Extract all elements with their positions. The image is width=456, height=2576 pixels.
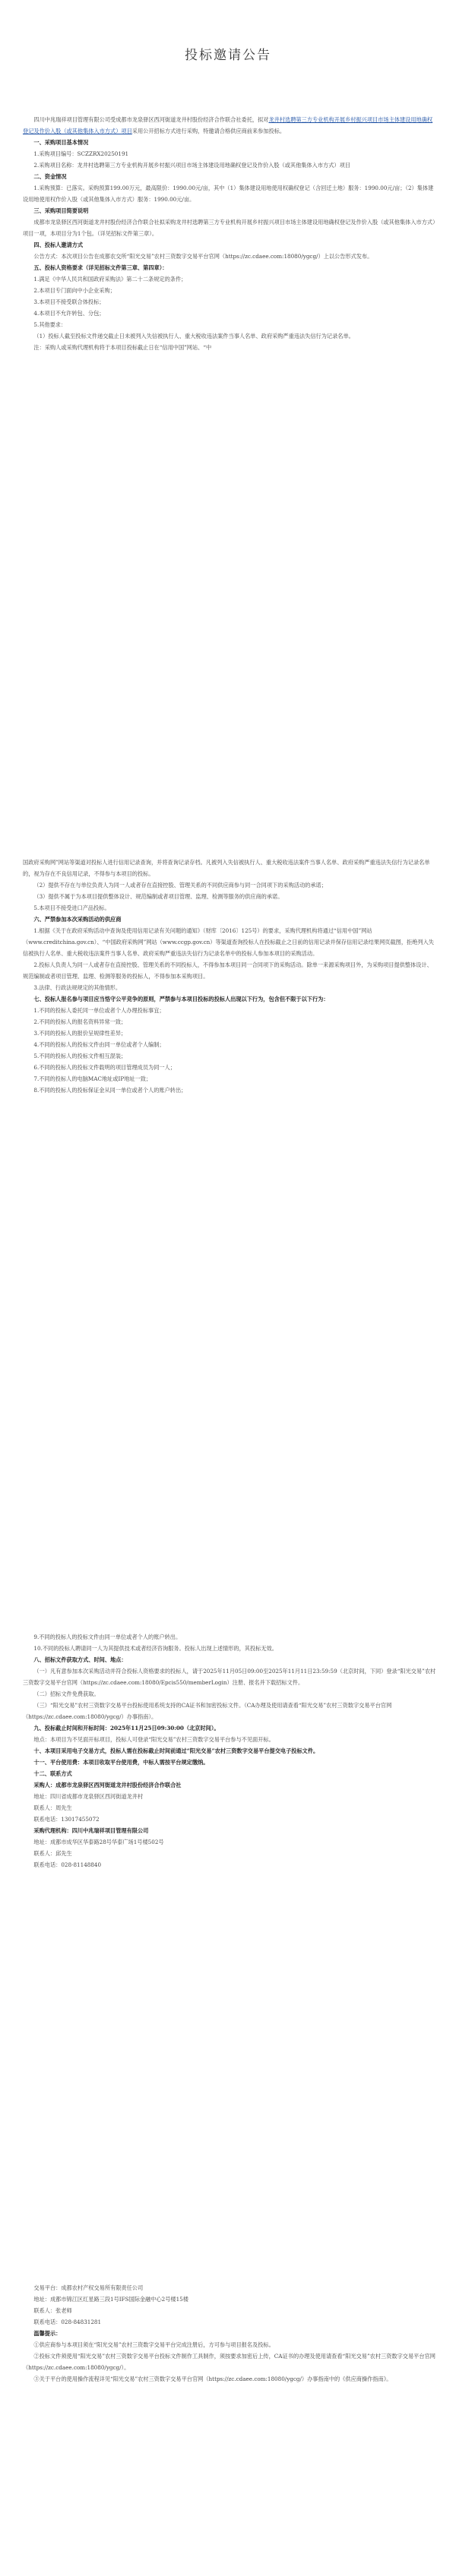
- contact-line: 采购人：成都市龙泉驿区西河街道龙井村股份经济合作联合社: [33, 1782, 182, 1788]
- contact-line: 联系人：邱先生: [33, 1850, 72, 1857]
- section-heading: 五、投标人资格要求（详见招标文件第三章、第四章）：: [33, 264, 168, 271]
- intro-text-a: 四川中兆瑞祥项目管理有限公司受成都市龙泉驿区西河街道龙井村股份经济合作联合社委托，拟对: [33, 116, 269, 123]
- paragraph: （二）招标文件免费获取。: [33, 1690, 100, 1697]
- paragraph: 3.本项目不接受联合体投标；: [33, 298, 105, 305]
- paragraph: （三）“阳光交易”农村三资数字交易平台投标使用系统支持的CA证书和加密投标文件。（CA办理及使用请查看“阳光交易”农村三资数字交易平台官网（https://zc.cdaee.com:18080/ygcg/）办事指南）。: [23, 1702, 392, 1720]
- paragraph: 2.不同的投标人的报名资料异常一致；: [33, 1018, 127, 1025]
- paragraph: 1.根据《关于在政府采购活动中查询及使用信用记录有关问题的通知》（财库〔2016〕125号）的要求，采购代理机构将通过“信用中国”网站（www.creditchina.gov.cn）、“中国政府采购网”网站（www.ccgp.gov.cn）等渠道查询投标人在投标截止之日前的信用记录并保存信用记录结果网页截图，拒绝列入失信被执行人名单、重大税收违法案件当事人名单、政府采购严重违法失信行为记录名单中的投标人参加本项目的采购活动。: [23, 927, 434, 957]
- intro-text-c: 采用公开招标方式进行采购，特邀请合格供应商前来参加投标。: [131, 128, 286, 134]
- contact-line: 采购代理机构：四川中兆瑞祥项目管理有限公司: [33, 1827, 149, 1834]
- page-title: 投标邀请公告: [185, 48, 271, 63]
- section-heading: 十一、平台使用费：本项目收取平台使用费，中标人需按平台规定缴纳。: [33, 1759, 209, 1766]
- section-heading: 十、本项目采用电子交易方式，投标人需在投标截止时间前通过“阳光交易”农村三资数字交易平台提交电子投标文件。: [33, 1747, 319, 1754]
- paragraph: 1.采购项目编号：SCZZRX20250191: [33, 150, 129, 157]
- section-heading: 九、投标截止时间和开标时间：2025年11月25日09:30:00（北京时间）。: [33, 1725, 220, 1732]
- contact-line: 联系电话：028-84831281: [33, 2319, 102, 2325]
- paragraph: 3.法律、行政法规规定的其他情形。: [33, 984, 122, 991]
- paragraph: 9.不同的投标人的投标文件由同一单位或者个人的账户转出。: [33, 1634, 182, 1640]
- contact-line: 联系人：张老师: [33, 2307, 72, 2314]
- paragraph: 5.不同的投标人的投标文件相互混装；: [33, 1053, 127, 1059]
- section-heading: 八、招标文件获取方式、时间、地点：: [33, 1656, 127, 1663]
- project-name-link[interactable]: 龙井村选聘第三方专业机构开展乡村振兴项目市场主体建设用地确权登记及作价入股（或其他集体入市方式）项目: [23, 116, 433, 134]
- paragraph: 公告方式：本次项目公告在成都农交所“阳光交易”农村三资数字交易平台官网（https://zc.cdaee.com:18080/ygcg/）上以公告形式发布。: [33, 253, 373, 260]
- section-heading: 四、投标人邀请方式: [33, 242, 84, 248]
- paragraph: 成都市龙泉驿区西河街道龙井村股份经济合作联合社拟采购龙井村选聘第三方专业机构开展乡村振兴项目市场主体建设用地确权登记及作价入股（或其他集体入市方式）项目一项，本项目分为1个包。（详见招标文件第三章）。: [23, 219, 435, 237]
- paragraph: 2.投标人负责人为同一人或者存在直接控股、管理关系的不同投标人，不得参加本项目同一合同项下的采购活动。除单一来源采购项目外，为采购项目提供整体设计、规范编制或者项目管理、监理、检测等服务的投标人，不得参加本采购项目。: [23, 961, 432, 980]
- section-heading: 一、采购项目基本情况: [33, 139, 89, 146]
- paragraph: 10.不同的投标人聘请同一人为其提供技术或者经济咨询服务。投标人出现上述情形的，其投标无效。: [33, 1645, 277, 1652]
- paragraph: 8.不同的投标人的投标保证金从同一单位或者个人的账户转出；: [33, 1087, 187, 1094]
- notice-heading: 温馨提示：: [33, 2330, 62, 2337]
- section-heading: 七、投标人报名参与项目应当恪守公平竞争的原则，严禁参与本项目投标的投标人出现以下行为，包含但不限于以下行为：: [33, 996, 329, 1002]
- contact-line: 地址：成都市锦江区红星路三段1号IFS国际金融中心2号楼15楼: [33, 2296, 188, 2303]
- notice-section-1: [23, 114, 437, 353]
- paragraph: （1）投标人截至投标文件递交截止日未被列入失信被执行人、重大税收违法案件当事人名单、政府采购严重违法失信行为记录名单。: [33, 333, 354, 339]
- contact-line: 联系电话：13017455072: [33, 1816, 100, 1823]
- notice-item: ③关于平台的使用操作流程详见“阳光交易”农村三资数字交易平台官网（https://zc.cdaee.com:18080/ygcg/）办事指南中的《供应商操作指南》。: [33, 2376, 392, 2382]
- section-heading: 六、严禁参加本次采购活动的供应商: [33, 916, 122, 923]
- notice-item: ①供应商参与本项目须在“阳光交易”农村三资数字交易平台完成注册后，方可参与项目报名及投标。: [33, 2341, 274, 2348]
- paragraph: （一）凡有意参加本次采购活动并符合投标人资格要求的投标人，请于2025年11月05日09:00至2025年11月11日23:59:59（北京时间，下同）登录“阳光交易”农村三资数字交易平台官网（https://zc.cdaee.com:18080/Epcis550/memberLogin）注册、报名并下载招标文件。: [23, 1668, 436, 1686]
- section-heading: 十二、联系方式: [33, 1770, 72, 1777]
- contact-line: 地址：四川省成都市龙泉驿区西河街道龙井村: [33, 1793, 144, 1800]
- paragraph: 2.本项目专门面向中小企业采购；: [33, 287, 116, 294]
- paragraph: 国政府采购网”网站等渠道对投标人进行信用记录查询，并将查询记录存档。凡被列入失信被执行人、重大税收违法案件当事人名单、政府采购严重违法失信行为记录名单的，视为存在不良信用记录，不得参与本项目的投标。: [23, 859, 430, 877]
- contact-line: 联系电话：028-81148840: [33, 1861, 102, 1868]
- section-heading: 三、采购项目简要说明: [33, 207, 89, 214]
- section-heading: 二、资金情况: [33, 173, 67, 180]
- paragraph: 5.其他要求：: [33, 321, 67, 328]
- notice-item: ②投标文件须使用“阳光交易”农村三资数字交易平台投标文件制作工具制作，须按要求加密后上传，CA证书的办理及使用请查看“阳光交易”农村三资数字交易平台官网（https://zc.cdaee.com:18080/ygcg/）。: [23, 2353, 435, 2371]
- paragraph: 4.本项目不允许转包、分包；: [33, 310, 105, 317]
- paragraph: 1.采购预算：已落实。采购预算199.00万元，最高限价：1990.00元/亩，其中（1）集体建设用地使用权确权登记（含回迁土地）服务：1990.00元/亩；（2）集体建设用地使用权作价入股（或其他集体入市方式）服务：1990.00元/亩。: [23, 185, 434, 203]
- paragraph: 1.满足《中华人民共和国政府采购法》第二十二条规定的条件；: [33, 276, 187, 283]
- contact-line: 交易平台：成都农村产权交易所有限责任公司: [33, 2284, 144, 2291]
- contact-line: 地址：成都市成华区华泰路28号华泰广场1号楼502号: [33, 1839, 164, 1845]
- contact-line: 联系人：周先生: [33, 1804, 72, 1811]
- paragraph: 6.不同的投标人的投标文件载明的项目管理成员为同一人；: [33, 1064, 176, 1071]
- paragraph: 5.本项目不接受进口产品投标。: [33, 904, 110, 911]
- notice-section-3: [23, 1631, 437, 1870]
- paragraph: 地点：本项目为不见面开标项目，投标人可登录“阳光交易”农村三资数字交易平台参与不见面开标。: [33, 1736, 274, 1743]
- paragraph: 4.不同的投标人的投标文件由同一单位或者个人编制；: [33, 1041, 165, 1048]
- paragraph: 1.不同的投标人委托同一单位或者个人办理投标事宜；: [33, 1007, 165, 1014]
- paragraph: （3）提供不属于为本项目提供整体设计、规范编制或者项目管理、监理、检测等服务的供应商的承诺。: [33, 893, 283, 900]
- paragraph: 3.不同的投标人的报价呈规律性差异；: [33, 1030, 127, 1037]
- notice-section-2: [23, 857, 437, 1096]
- intro-paragraph: [23, 114, 437, 137]
- paragraph: 注：采购人或采购代理机构将于本项目投标截止日在“信用中国”网站、“中: [33, 344, 212, 351]
- paragraph: 2.采购项目名称：龙井村选聘第三方专业机构开展乡村振兴项目市场主体建设用地确权登记及作价入股（或其他集体入市方式）项目: [33, 162, 350, 169]
- notice-section-4: [23, 2282, 437, 2385]
- paragraph: 7.不同的投标人的电脑MAC地址或IP地址一致；: [33, 1075, 152, 1082]
- paragraph: （2）提供不存在与单位负责人为同一人或者存在直接控股、管理关系的不同供应商参与同一合同项下的采购活动的承诺；: [33, 882, 327, 889]
